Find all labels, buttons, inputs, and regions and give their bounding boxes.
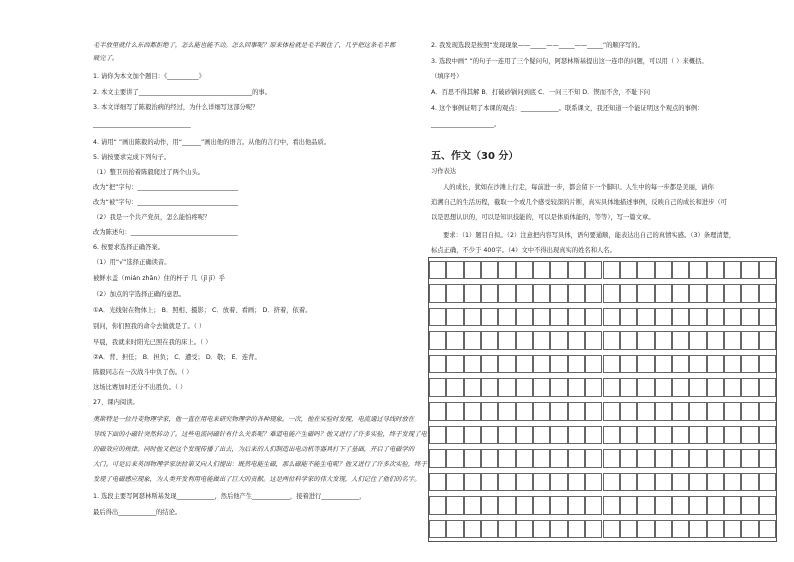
- grid-cell[interactable]: [585, 378, 602, 397]
- reading-passage-line: 奥斯特是一位丹麦物理学家，他一直在用电来研究物理学的各种现象。一次，他在实验时发现，电流通过导线时放在: [93, 416, 415, 423]
- grid-cell[interactable]: [759, 449, 776, 468]
- grid-cell[interactable]: [741, 378, 758, 397]
- grid-cell[interactable]: [481, 426, 498, 445]
- grid-cell[interactable]: [603, 308, 620, 327]
- essay-heading: 五、作文（30 分）: [431, 151, 519, 162]
- grid-cell[interactable]: [603, 426, 620, 445]
- grid-cell[interactable]: [516, 473, 533, 492]
- essay-prompt-line: 人的成长，犹如在沙滩上行走，每前进一步，都会留下一个脚印。人生中的每一步都是美丽，请你: [443, 184, 714, 191]
- grid-cell[interactable]: [550, 496, 567, 515]
- question-4: 4. 请用“ ”画出陈毅的动作，用“______”画出他的语言。从他的言行中，看出他品质。: [93, 139, 331, 146]
- grid-cell[interactable]: [620, 355, 637, 374]
- grid-cell[interactable]: [759, 378, 776, 397]
- fill-hint: （填序号）: [431, 73, 463, 80]
- grid-cell[interactable]: [620, 402, 637, 421]
- grid-cell[interactable]: [464, 473, 481, 492]
- grid-cell[interactable]: [672, 496, 689, 515]
- grid-cell[interactable]: [585, 308, 602, 327]
- grid-cell[interactable]: [568, 355, 585, 374]
- grid-cell[interactable]: [516, 261, 533, 280]
- grid-cell[interactable]: [672, 308, 689, 327]
- grid-cell[interactable]: [550, 449, 567, 468]
- reading-passage-line: 导线下面的小磁针突然转动了。这些电流同磁针有什么关系呢？难道电能产生磁吗？他又进行了许多实验，终于发现了电: [93, 431, 427, 438]
- grid-cell[interactable]: [464, 261, 481, 280]
- grid-cell[interactable]: [672, 426, 689, 445]
- grid-cell[interactable]: [759, 261, 776, 280]
- passage-line: 吸完了。: [93, 55, 119, 62]
- grid-cell[interactable]: [429, 308, 446, 327]
- grid-cell[interactable]: [585, 261, 602, 280]
- writing-grid[interactable]: [428, 257, 777, 542]
- grid-cell[interactable]: [724, 520, 741, 539]
- grid-cell[interactable]: [741, 496, 758, 515]
- grid-cell[interactable]: [516, 355, 533, 374]
- grid-cell[interactable]: [724, 308, 741, 327]
- grid-cell[interactable]: [568, 520, 585, 539]
- grid-cell[interactable]: [568, 449, 585, 468]
- reading-question-4: 4. 这个事例证明了本课的观点：____________。联系课文，我还知道一个能证明这个观点的事例：: [431, 105, 704, 112]
- grid-cell[interactable]: [533, 473, 550, 492]
- grid-cell[interactable]: [655, 473, 672, 492]
- question-6: 6. 按要求选择正确答案。: [93, 244, 164, 251]
- grid-cell[interactable]: [550, 402, 567, 421]
- bei-sentence: 改为“被”字句：________________________________: [93, 199, 239, 206]
- grid-cell[interactable]: [498, 378, 515, 397]
- grid-cell[interactable]: [498, 520, 515, 539]
- grid-cell[interactable]: [620, 496, 637, 515]
- sentence-1: （1）整卫员抬着陈毅爬过了两个山头。: [93, 169, 205, 176]
- grid-cell[interactable]: [585, 496, 602, 515]
- meaning-item: 别问，你们照我的命令去做就是了。（ ）: [93, 323, 206, 330]
- grid-cell[interactable]: [689, 496, 706, 515]
- grid-cell[interactable]: [724, 355, 741, 374]
- reading-question-2: 2. 我发现选段是按照“发现现象——_____——_____——_____”的顺序写的。: [431, 42, 644, 49]
- pronunciation-options: 被鲜水盖（mián zhān）住的杯子 几（jǐ jī）乎: [93, 275, 226, 282]
- grid-cell[interactable]: [464, 449, 481, 468]
- grid-cell[interactable]: [603, 449, 620, 468]
- grid-cell[interactable]: [655, 402, 672, 421]
- question-2: 2. 本文主要讲了____________________________________的事。: [93, 89, 272, 96]
- essay-prompt-line: 追溯自己的生活历程，截取一个或几个感受较深的片断，真实具体地描述事例，反映自己的成长和进步（可: [431, 199, 727, 206]
- grid-cell[interactable]: [672, 355, 689, 374]
- grid-cell[interactable]: [481, 520, 498, 539]
- grid-cell[interactable]: [603, 378, 620, 397]
- grid-cell[interactable]: [741, 284, 758, 303]
- grid-cell[interactable]: [637, 355, 654, 374]
- grid-cell[interactable]: [672, 261, 689, 280]
- grid-cell[interactable]: [464, 284, 481, 303]
- grid-cell[interactable]: [741, 355, 758, 374]
- grid-cell[interactable]: [550, 331, 567, 350]
- choice-options: A．百思不得其解 B．打破砂锅问到底 C．一问三不知 D．锲而不舍，不耻下问: [431, 89, 651, 96]
- grid-cell[interactable]: [707, 284, 724, 303]
- grid-cell[interactable]: [620, 308, 637, 327]
- grid-cell[interactable]: [689, 284, 706, 303]
- question-1: 1. 请你为本文加个题目：《__________》: [93, 73, 205, 80]
- ba-sentence: 改为“把”字句：________________________________: [93, 184, 239, 191]
- grid-cell[interactable]: [516, 520, 533, 539]
- grid-cell[interactable]: [620, 331, 637, 350]
- grid-cell[interactable]: [550, 473, 567, 492]
- grid-cell[interactable]: [724, 284, 741, 303]
- grid-cell[interactable]: [481, 402, 498, 421]
- grid-cell[interactable]: [672, 402, 689, 421]
- answer-line: _______________________________: [93, 121, 191, 128]
- grid-cell[interactable]: [741, 331, 758, 350]
- grid-cell[interactable]: [637, 402, 654, 421]
- grid-cell[interactable]: [724, 402, 741, 421]
- grid-cell[interactable]: [429, 520, 446, 539]
- sentence-2: （2）我是一个共产党员，怎么能怕疼呢？: [93, 214, 211, 221]
- grid-cell[interactable]: [672, 331, 689, 350]
- grid-cell[interactable]: [741, 261, 758, 280]
- grid-cell[interactable]: [498, 355, 515, 374]
- grid-cell[interactable]: [603, 355, 620, 374]
- grid-cell[interactable]: [620, 473, 637, 492]
- essay-subheading: 习作表达: [431, 168, 457, 175]
- essay-prompt-line: 以是思想认识的，可以是知识技能的，可以是体质体能的，等等），写一篇文章。: [431, 214, 655, 221]
- grid-cell[interactable]: [446, 449, 463, 468]
- grid-cell[interactable]: [603, 473, 620, 492]
- grid-cell[interactable]: [603, 402, 620, 421]
- grid-cell[interactable]: [620, 378, 637, 397]
- grid-cell[interactable]: [550, 378, 567, 397]
- grid-cell[interactable]: [724, 378, 741, 397]
- grid-cell[interactable]: [707, 473, 724, 492]
- grid-cell[interactable]: [568, 331, 585, 350]
- grid-cell[interactable]: [516, 402, 533, 421]
- grid-cell[interactable]: [568, 402, 585, 421]
- reading-question-3: 3. 选段中画“ ”的句子一连用了三个疑问句，阿瑟林斯基提出这一连串的问题，可以用（ ）来概括。: [431, 58, 708, 65]
- grid-cell[interactable]: [637, 261, 654, 280]
- grid-cell[interactable]: [550, 308, 567, 327]
- grid-cell[interactable]: [585, 520, 602, 539]
- grid-cell[interactable]: [481, 331, 498, 350]
- essay-requirements: 标点正确，不少于 400字。（4）文中不得出现真实的姓名和人名。: [431, 247, 616, 254]
- grid-cell[interactable]: [672, 284, 689, 303]
- grid-cell[interactable]: [568, 473, 585, 492]
- grid-cell[interactable]: [568, 496, 585, 515]
- grid-cell[interactable]: [620, 426, 637, 445]
- grid-cell[interactable]: [620, 284, 637, 303]
- grid-cell[interactable]: [655, 449, 672, 468]
- meaning-item: 这场比赛加时还分不出胜负。（ ）: [93, 384, 187, 391]
- grid-cell[interactable]: [568, 308, 585, 327]
- grid-cell[interactable]: [498, 449, 515, 468]
- grid-cell[interactable]: [741, 449, 758, 468]
- passage-line: 毛半放里就什么东西都拒绝了，怎么能也能不动。怎么回事呢？原来体检就是毛半吸住了，几乎把这条毛半都: [93, 42, 396, 49]
- grid-cell[interactable]: [759, 402, 776, 421]
- grid-cell[interactable]: [533, 308, 550, 327]
- grid-cell[interactable]: [759, 331, 776, 350]
- grid-cell[interactable]: [533, 426, 550, 445]
- reading-question-1-cont: 最后得出____________的结论。: [93, 509, 182, 516]
- meaning-options-2: ②A．背、担任； B．担负； C．遭受； D．敬； E．连背。: [93, 354, 261, 361]
- grid-cell[interactable]: [446, 378, 463, 397]
- grid-cell[interactable]: [446, 520, 463, 539]
- grid-cell[interactable]: [464, 308, 481, 327]
- grid-cell[interactable]: [759, 520, 776, 539]
- grid-cell[interactable]: [759, 308, 776, 327]
- grid-cell[interactable]: [498, 331, 515, 350]
- grid-cell[interactable]: [637, 520, 654, 539]
- grid-cell[interactable]: [689, 449, 706, 468]
- grid-cell[interactable]: [568, 378, 585, 397]
- grid-cell[interactable]: [464, 355, 481, 374]
- grid-cell[interactable]: [672, 520, 689, 539]
- pronunciation-task: （1）用“√”选择正确读音。: [93, 259, 171, 266]
- grid-cell[interactable]: [533, 284, 550, 303]
- reading-passage-line: 发现了电磁感应现象，为人类开发利用电能做出了巨大的贡献。这是两位科学家的伟大发现，人们记住了他们的名字。: [93, 476, 421, 483]
- grid-cell[interactable]: [707, 520, 724, 539]
- grid-cell[interactable]: [464, 402, 481, 421]
- grid-cell[interactable]: [568, 426, 585, 445]
- grid-cell[interactable]: [533, 520, 550, 539]
- grid-cell[interactable]: [498, 261, 515, 280]
- grid-cell[interactable]: [446, 402, 463, 421]
- grid-cell[interactable]: [585, 284, 602, 303]
- grid-cell[interactable]: [446, 426, 463, 445]
- grid-cell[interactable]: [446, 308, 463, 327]
- grid-cell[interactable]: [689, 520, 706, 539]
- grid-cell[interactable]: [550, 284, 567, 303]
- grid-cell[interactable]: [637, 308, 654, 327]
- grid-cell[interactable]: [568, 284, 585, 303]
- grid-cell[interactable]: [533, 449, 550, 468]
- declarative-sentence: 改为陈述句：__________________________________: [93, 229, 238, 236]
- grid-cell[interactable]: [446, 261, 463, 280]
- grid-cell[interactable]: [603, 261, 620, 280]
- grid-cell[interactable]: [550, 355, 567, 374]
- grid-cell[interactable]: [533, 402, 550, 421]
- grid-cell[interactable]: [603, 284, 620, 303]
- grid-cell[interactable]: [637, 473, 654, 492]
- grid-cell[interactable]: [672, 473, 689, 492]
- grid-cell[interactable]: [464, 520, 481, 539]
- question-27: 27、课内阅读。: [93, 399, 139, 406]
- grid-cell[interactable]: [759, 426, 776, 445]
- grid-cell[interactable]: [516, 449, 533, 468]
- grid-cell[interactable]: [498, 426, 515, 445]
- grid-cell[interactable]: [707, 261, 724, 280]
- grid-cell[interactable]: [429, 449, 446, 468]
- grid-cell[interactable]: [498, 402, 515, 421]
- grid-cell[interactable]: [481, 261, 498, 280]
- grid-cell[interactable]: [689, 355, 706, 374]
- grid-cell[interactable]: [637, 426, 654, 445]
- grid-cell[interactable]: [689, 378, 706, 397]
- grid-cell[interactable]: [689, 473, 706, 492]
- grid-cell[interactable]: [533, 496, 550, 515]
- grid-cell[interactable]: [446, 331, 463, 350]
- grid-cell[interactable]: [637, 496, 654, 515]
- grid-cell[interactable]: [429, 426, 446, 445]
- grid-cell[interactable]: [550, 261, 567, 280]
- grid-cell[interactable]: [550, 426, 567, 445]
- grid-cell[interactable]: [741, 520, 758, 539]
- grid-cell[interactable]: [707, 378, 724, 397]
- grid-cell[interactable]: [516, 331, 533, 350]
- meaning-item: 陈毅同志在一次战斗中负了伤。（ ）: [93, 369, 193, 376]
- grid-cell[interactable]: [429, 355, 446, 374]
- grid-cell[interactable]: [637, 284, 654, 303]
- grid-cell[interactable]: [759, 496, 776, 515]
- grid-cell[interactable]: [707, 402, 724, 421]
- grid-cell[interactable]: [585, 331, 602, 350]
- grid-cell[interactable]: [429, 284, 446, 303]
- grid-cell[interactable]: [603, 520, 620, 539]
- reading-question-1: 1. 选段主要写阿瑟林斯基发现____________，然后他产生____________，接着进行____________，: [93, 493, 366, 500]
- grid-cell[interactable]: [620, 449, 637, 468]
- grid-cell[interactable]: [498, 496, 515, 515]
- grid-cell[interactable]: [620, 261, 637, 280]
- grid-cell[interactable]: [498, 284, 515, 303]
- grid-cell[interactable]: [655, 378, 672, 397]
- grid-cell[interactable]: [724, 473, 741, 492]
- grid-cell[interactable]: [568, 261, 585, 280]
- grid-cell[interactable]: [516, 426, 533, 445]
- grid-cell[interactable]: [516, 308, 533, 327]
- grid-cell[interactable]: [637, 378, 654, 397]
- grid-cell[interactable]: [707, 308, 724, 327]
- reading-passage-line: 大门。可是后来英国物理学家法拉第又向人们提出：既然电能生磁，那么磁能不能生电呢？他又进行了许多次实验，终于: [93, 461, 427, 468]
- grid-cell[interactable]: [741, 473, 758, 492]
- grid-cell[interactable]: [603, 496, 620, 515]
- grid-cell[interactable]: [481, 284, 498, 303]
- grid-cell[interactable]: [689, 261, 706, 280]
- grid-cell[interactable]: [446, 355, 463, 374]
- grid-cell[interactable]: [620, 520, 637, 539]
- grid-cell[interactable]: [707, 355, 724, 374]
- grid-cell[interactable]: [464, 426, 481, 445]
- grid-cell[interactable]: [672, 449, 689, 468]
- grid-cell[interactable]: [533, 355, 550, 374]
- grid-cell[interactable]: [724, 331, 741, 350]
- grid-cell[interactable]: [429, 496, 446, 515]
- grid-cell[interactable]: [429, 402, 446, 421]
- grid-cell[interactable]: [724, 261, 741, 280]
- grid-cell[interactable]: [481, 355, 498, 374]
- grid-cell[interactable]: [707, 331, 724, 350]
- grid-cell[interactable]: [516, 496, 533, 515]
- grid-cell[interactable]: [689, 331, 706, 350]
- grid-cell[interactable]: [516, 378, 533, 397]
- grid-cell[interactable]: [533, 378, 550, 397]
- grid-cell[interactable]: [724, 426, 741, 445]
- grid-cell[interactable]: [672, 378, 689, 397]
- meaning-options-1: ①A．光线射在物体上； B．照相、摄影； C．放着、看画； D．挤着，依着。: [93, 307, 312, 314]
- grid-cell[interactable]: [533, 331, 550, 350]
- question-3: 3. 本文详细写了陈毅治病的经过，为什么详细写这部分呢？: [93, 104, 259, 111]
- grid-cell[interactable]: [707, 426, 724, 445]
- grid-cell[interactable]: [655, 496, 672, 515]
- grid-cell[interactable]: [655, 426, 672, 445]
- grid-cell[interactable]: [550, 520, 567, 539]
- reading-passage-line: 的磁效应的规律。同时他又把这个发现传播了出去，为后来的人们制造出电动机等器具打下了基础，开启了电磁学的: [93, 446, 415, 453]
- grid-cell[interactable]: [741, 402, 758, 421]
- grid-cell[interactable]: [464, 378, 481, 397]
- grid-cell[interactable]: [481, 449, 498, 468]
- grid-cell[interactable]: [585, 473, 602, 492]
- grid-cell[interactable]: [637, 331, 654, 350]
- grid-cell[interactable]: [759, 355, 776, 374]
- grid-cell[interactable]: [429, 473, 446, 492]
- grid-cell[interactable]: [655, 520, 672, 539]
- grid-cell[interactable]: [637, 449, 654, 468]
- grid-cell[interactable]: [516, 284, 533, 303]
- grid-cell[interactable]: [585, 426, 602, 445]
- grid-cell[interactable]: [464, 331, 481, 350]
- grid-cell[interactable]: [707, 449, 724, 468]
- meaning-item: 早晨，我就来时阳光已照在我的床上。（ ）: [93, 339, 212, 346]
- grid-cell[interactable]: [585, 402, 602, 421]
- grid-cell[interactable]: [707, 496, 724, 515]
- question-5: 5. 请按要求完成下列句子。: [93, 154, 171, 161]
- grid-cell[interactable]: [481, 496, 498, 515]
- grid-cell[interactable]: [655, 331, 672, 350]
- grid-cell[interactable]: [498, 473, 515, 492]
- grid-cell[interactable]: [585, 355, 602, 374]
- grid-cell[interactable]: [689, 426, 706, 445]
- grid-cell[interactable]: [759, 284, 776, 303]
- answer-line: ____________________。: [431, 121, 501, 128]
- grid-cell[interactable]: [585, 449, 602, 468]
- essay-requirements: 要求：（1）题目自拟。（2）注意把内容写具体，语句要通顺，能表达出自己的真情实感。（3）条理清楚，: [443, 232, 736, 239]
- grid-cell[interactable]: [689, 402, 706, 421]
- grid-cell[interactable]: [655, 308, 672, 327]
- grid-cell[interactable]: [481, 473, 498, 492]
- grid-cell[interactable]: [464, 496, 481, 515]
- grid-cell[interactable]: [759, 473, 776, 492]
- grid-cell[interactable]: [741, 308, 758, 327]
- grid-cell[interactable]: [429, 378, 446, 397]
- grid-cell[interactable]: [446, 473, 463, 492]
- meaning-task: （2）加点的字选择正确的意思。: [93, 291, 186, 298]
- grid-cell[interactable]: [429, 261, 446, 280]
- grid-cell[interactable]: [533, 261, 550, 280]
- grid-cell[interactable]: [741, 426, 758, 445]
- grid-cell[interactable]: [655, 261, 672, 280]
- grid-cell[interactable]: [446, 284, 463, 303]
- grid-cell[interactable]: [655, 355, 672, 374]
- grid-cell[interactable]: [689, 308, 706, 327]
- grid-cell[interactable]: [724, 496, 741, 515]
- grid-cell[interactable]: [481, 308, 498, 327]
- grid-cell[interactable]: [498, 308, 515, 327]
- grid-cell[interactable]: [446, 496, 463, 515]
- grid-cell[interactable]: [429, 331, 446, 350]
- grid-cell[interactable]: [603, 331, 620, 350]
- grid-cell[interactable]: [724, 449, 741, 468]
- grid-cell[interactable]: [481, 378, 498, 397]
- grid-cell[interactable]: [655, 284, 672, 303]
